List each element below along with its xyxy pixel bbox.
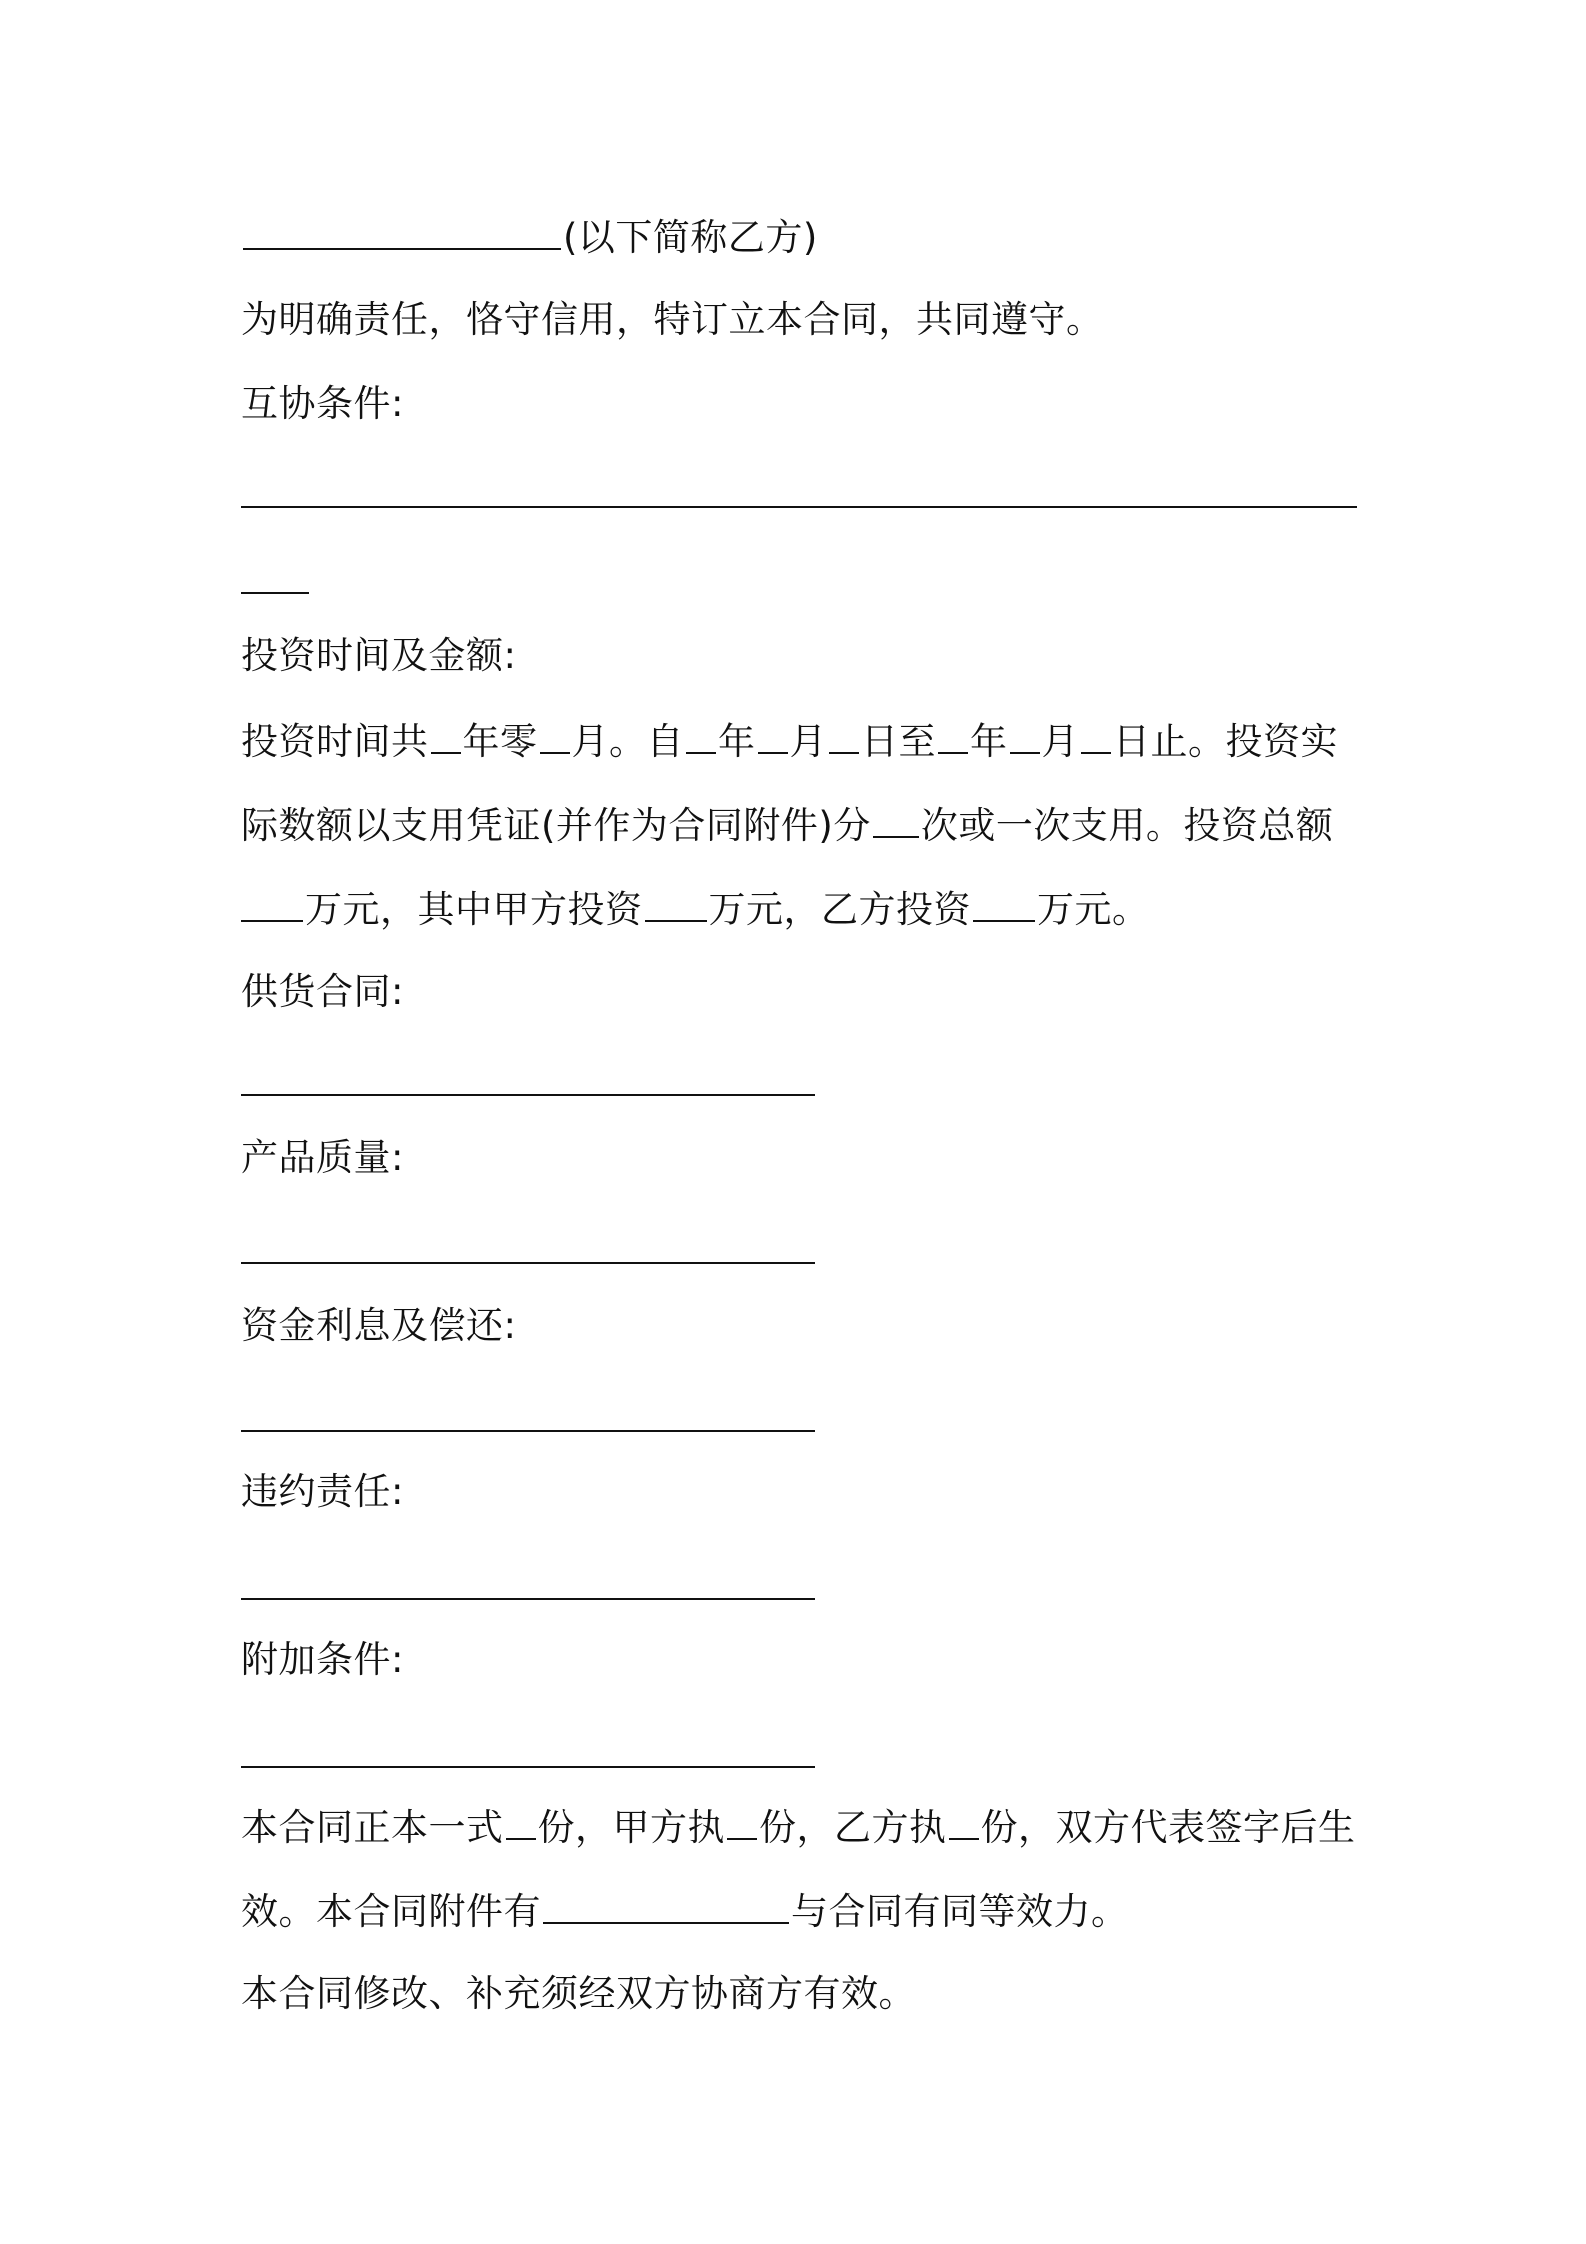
cooperation-blank-line-2 (241, 592, 309, 594)
cooperation-blank-line-1 (241, 506, 1357, 508)
quality-heading: 产品质量: (241, 1136, 404, 1179)
investment-amount-line (241, 798, 1333, 852)
months-blank (540, 714, 570, 754)
investment-text-part: 月 (1041, 720, 1079, 763)
attachments-text-part: 与合同有同等效力。 (791, 1890, 1129, 1933)
start-month-blank (758, 714, 788, 754)
investment-text-part: 月 (789, 720, 827, 763)
investment-heading: 投资时间及金额: (241, 634, 517, 677)
supply-heading: 供货合同: (241, 970, 404, 1013)
supply-blank-line (241, 1094, 815, 1096)
investment-text-part: 次或一次支用。投资总额 (920, 804, 1334, 847)
investment-time-line (241, 714, 1338, 768)
investment-text-part: 际数额以支用凭证(并作为合同附件)分 (241, 804, 871, 847)
investment-text-part: 日至 (861, 720, 936, 763)
investment-text-part: 日止。投资实 (1113, 720, 1338, 763)
investment-split-line (241, 882, 1150, 936)
investment-text-part: 年 (718, 720, 756, 763)
breach-heading: 违约责任: (241, 1470, 404, 1513)
attachments-blank (543, 1884, 789, 1924)
end-day-blank (1081, 714, 1111, 754)
quality-blank-line (241, 1262, 815, 1264)
copies-text-part: 份，乙方执 (759, 1806, 947, 1849)
party-b-suffix: (以下简称乙方) (563, 216, 818, 259)
interest-blank-line (241, 1430, 815, 1432)
interest-heading: 资金利息及偿还: (241, 1304, 517, 1347)
party-a-copies-blank (727, 1800, 757, 1840)
original-copies-blank (506, 1800, 536, 1840)
investment-text-part: 万元，其中甲方投资 (305, 888, 643, 931)
copies-line (241, 1800, 1356, 1854)
amendment-text: 本合同修改、补充须经双方协商方有效。 (241, 1972, 916, 2015)
breach-blank-line (241, 1598, 815, 1600)
investment-text-part: 投资时间共 (241, 720, 429, 763)
party-b-name-blank (243, 210, 561, 250)
party-a-amount-blank (645, 882, 707, 922)
copies-text-part: 本合同正本一式 (241, 1806, 504, 1849)
additional-blank-line (241, 1766, 815, 1768)
cooperation-heading: 互协条件: (241, 382, 404, 425)
end-year-blank (938, 714, 968, 754)
end-month-blank (1010, 714, 1040, 754)
attachments-text-part: 效。本合同附件有 (241, 1890, 541, 1933)
investment-text-part: 年 (970, 720, 1008, 763)
total-amount-blank (241, 882, 303, 922)
investment-text-part: 万元，乙方投资 (708, 888, 971, 931)
copies-text-part: 份，甲方执 (537, 1806, 725, 1849)
installments-blank (873, 798, 919, 838)
party-b-copies-blank (949, 1800, 979, 1840)
purpose-text: 为明确责任，恪守信用，特订立本合同，共同遵守。 (241, 298, 1104, 341)
party-b-amount-blank (973, 882, 1035, 922)
copies-text-part: 份，双方代表签字后生 (980, 1806, 1356, 1849)
start-day-blank (829, 714, 859, 754)
investment-text-part: 年零 (462, 720, 538, 763)
investment-text-part: 月。自 (571, 720, 684, 763)
attachments-line (241, 1884, 1129, 1938)
party-b-line (241, 210, 818, 264)
years-blank (431, 714, 461, 754)
start-year-blank (686, 714, 716, 754)
additional-heading: 附加条件: (241, 1638, 404, 1681)
investment-text-part: 万元。 (1037, 888, 1150, 931)
